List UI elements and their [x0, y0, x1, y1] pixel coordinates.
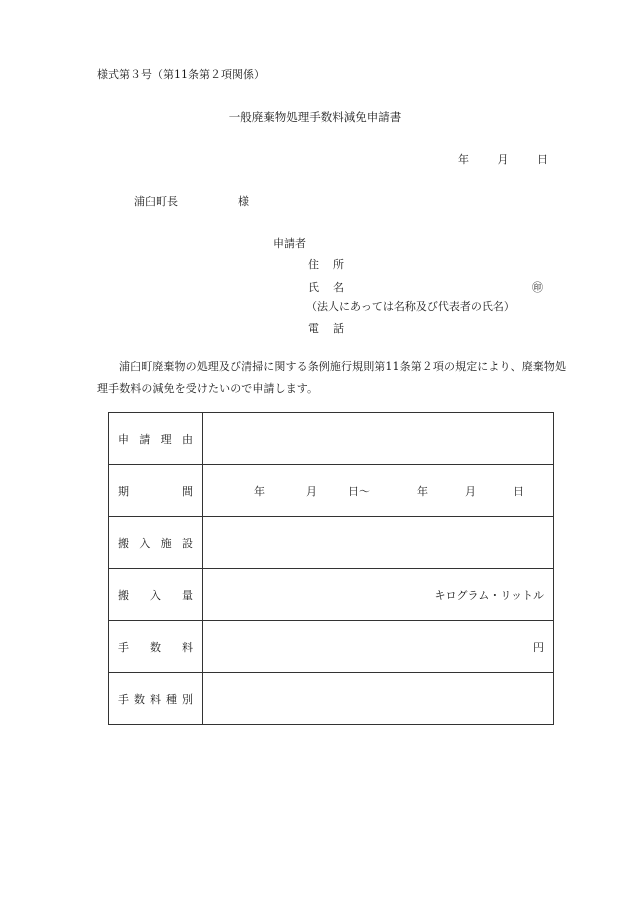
name-label: 氏 名: [308, 281, 344, 294]
fee-label: 手 数 料: [118, 640, 193, 654]
date-day: 日: [537, 153, 548, 166]
table-row-reason: [109, 413, 554, 465]
address-label: 住 所: [308, 258, 344, 271]
period-to-month: 月: [465, 485, 476, 498]
period-field[interactable]: [203, 465, 554, 517]
application-table: [108, 412, 554, 725]
quantity-field[interactable]: [203, 569, 554, 621]
period-to-year: 年: [417, 485, 428, 498]
period-from-day: 日〜: [348, 485, 370, 498]
document-title: 一般廃棄物処理手数料減免申請書: [228, 110, 402, 124]
date-line: [458, 151, 548, 167]
fee-type-label: 手 数 料 種 別: [118, 692, 193, 706]
quantity-label: 搬 入 量: [118, 588, 193, 602]
reason-label: 申 請 理 由: [118, 432, 193, 446]
quantity-unit: キログラム・リットル: [434, 588, 544, 602]
seal-mark: ㊞: [532, 281, 543, 294]
table-row-period: [109, 465, 554, 517]
facility-label: 搬 入 施 設: [118, 536, 193, 550]
table-row-fee-type: [109, 673, 554, 725]
addressee-name: 浦臼町長: [134, 195, 178, 208]
applicant-heading: 申請者: [273, 237, 306, 250]
period-to-day: 日: [513, 485, 524, 498]
fee-field[interactable]: [203, 621, 554, 673]
form-number: 様式第３号（第11条第２項関係）: [97, 68, 265, 81]
addressee-suffix: 様: [238, 195, 249, 208]
period-label: 期 間: [118, 484, 193, 498]
period-from-month: 月: [306, 485, 317, 498]
table-row-quantity: [109, 569, 554, 621]
corporate-note: （法人にあっては名称及び代表者の氏名）: [306, 300, 515, 313]
application-statement: 浦臼町廃棄物の処理及び清掃に関する条例施行規則第11条第２項の規定により、廃棄物処理手数料の減免を受けたいので申請します。: [97, 360, 567, 395]
table-row-facility: [109, 517, 554, 569]
facility-field[interactable]: [203, 517, 554, 569]
phone-label: 電 話: [308, 322, 344, 335]
period-from-year: 年: [254, 485, 265, 498]
reason-field[interactable]: [203, 413, 554, 465]
date-year: 年: [458, 153, 469, 166]
table-row-fee: [109, 621, 554, 673]
fee-type-field[interactable]: [203, 673, 554, 725]
date-month: 月: [497, 153, 509, 166]
fee-unit: 円: [533, 640, 544, 654]
